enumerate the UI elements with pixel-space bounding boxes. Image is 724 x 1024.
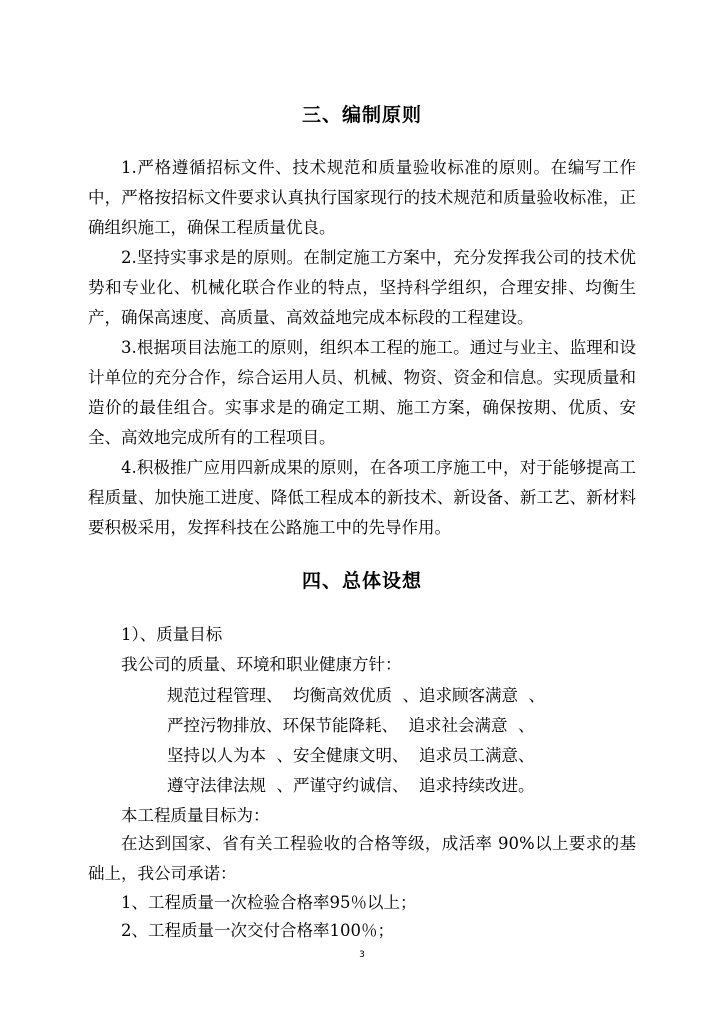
principle-paragraph-3: 3.根据项目法施工的原则，组织本工程的施工。通过与业主、监理和设计单位的充分合作，综合运用人员、机械、物资、资金和信息。实现质量和造价的最佳组合。实事求是的确定工期、施工方案，确保按期、优质、安全、高效地完成所有的工程项目。 <box>88 338 636 447</box>
principle-paragraph-4: 4.积极推广应用四新成果的原则，在各项工序施工中，对于能够提高工程质量、加快施工进度、降低工程成本的新技术、新设备、新工艺、新材料要积极采用，发挥科技在公路施工中的先导作用。 <box>88 458 636 537</box>
policy-line-1: 规范过程管理、 均衡高效优质 、追求顾客满意 、 <box>167 686 545 705</box>
policy-line-4: 遵守法律法规 、严谨守约诚信、 追求持续改进。 <box>167 776 535 795</box>
policy-line-3: 坚持以人为本 、安全健康文明、 追求员工满意、 <box>167 746 535 765</box>
policy-intro: 我公司的质量、环境和职业健康方针： <box>121 655 402 674</box>
commitment-2: 2、工程质量一次交付合格率100％； <box>121 921 394 940</box>
commitment-1: 1、工程质量一次检验合格率95％以上； <box>121 893 417 912</box>
policy-line-2: 严控污物排放、环保节能降耗、 追求社会满意 、 <box>167 716 535 735</box>
goal-intro: 本工程质量目标为： <box>121 806 270 825</box>
subheading-quality-target: 1）、质量目标 <box>121 625 223 644</box>
principle-paragraph-2: 2.坚持实事求是的原则。在制定施工方案中，充分发挥我公司的技术优势和专业化、机械化联合作业的特点，坚持科学组织，合理安排、均衡生产，确保高速度、高质量、高效益地完成本标段的工程建设。 <box>88 248 636 327</box>
section-heading-overall-plan: 四、总体设想 <box>301 570 422 592</box>
goal-paragraph: 在达到国家、省有关工程验收的合格等级，成活率 90%以上要求的基础上，我公司承诺： <box>88 834 636 883</box>
section-heading-principles: 三、编制原则 <box>301 104 422 126</box>
principle-paragraph-1: 1.严格遵循招标文件、技术规范和质量验收标准的原则。在编写工作中，严格按招标文件要求认真执行国家现行的技术规范和质量验收标准，正确组织施工，确保工程质量优良。 <box>88 158 636 237</box>
page-number: 3 <box>359 950 365 960</box>
